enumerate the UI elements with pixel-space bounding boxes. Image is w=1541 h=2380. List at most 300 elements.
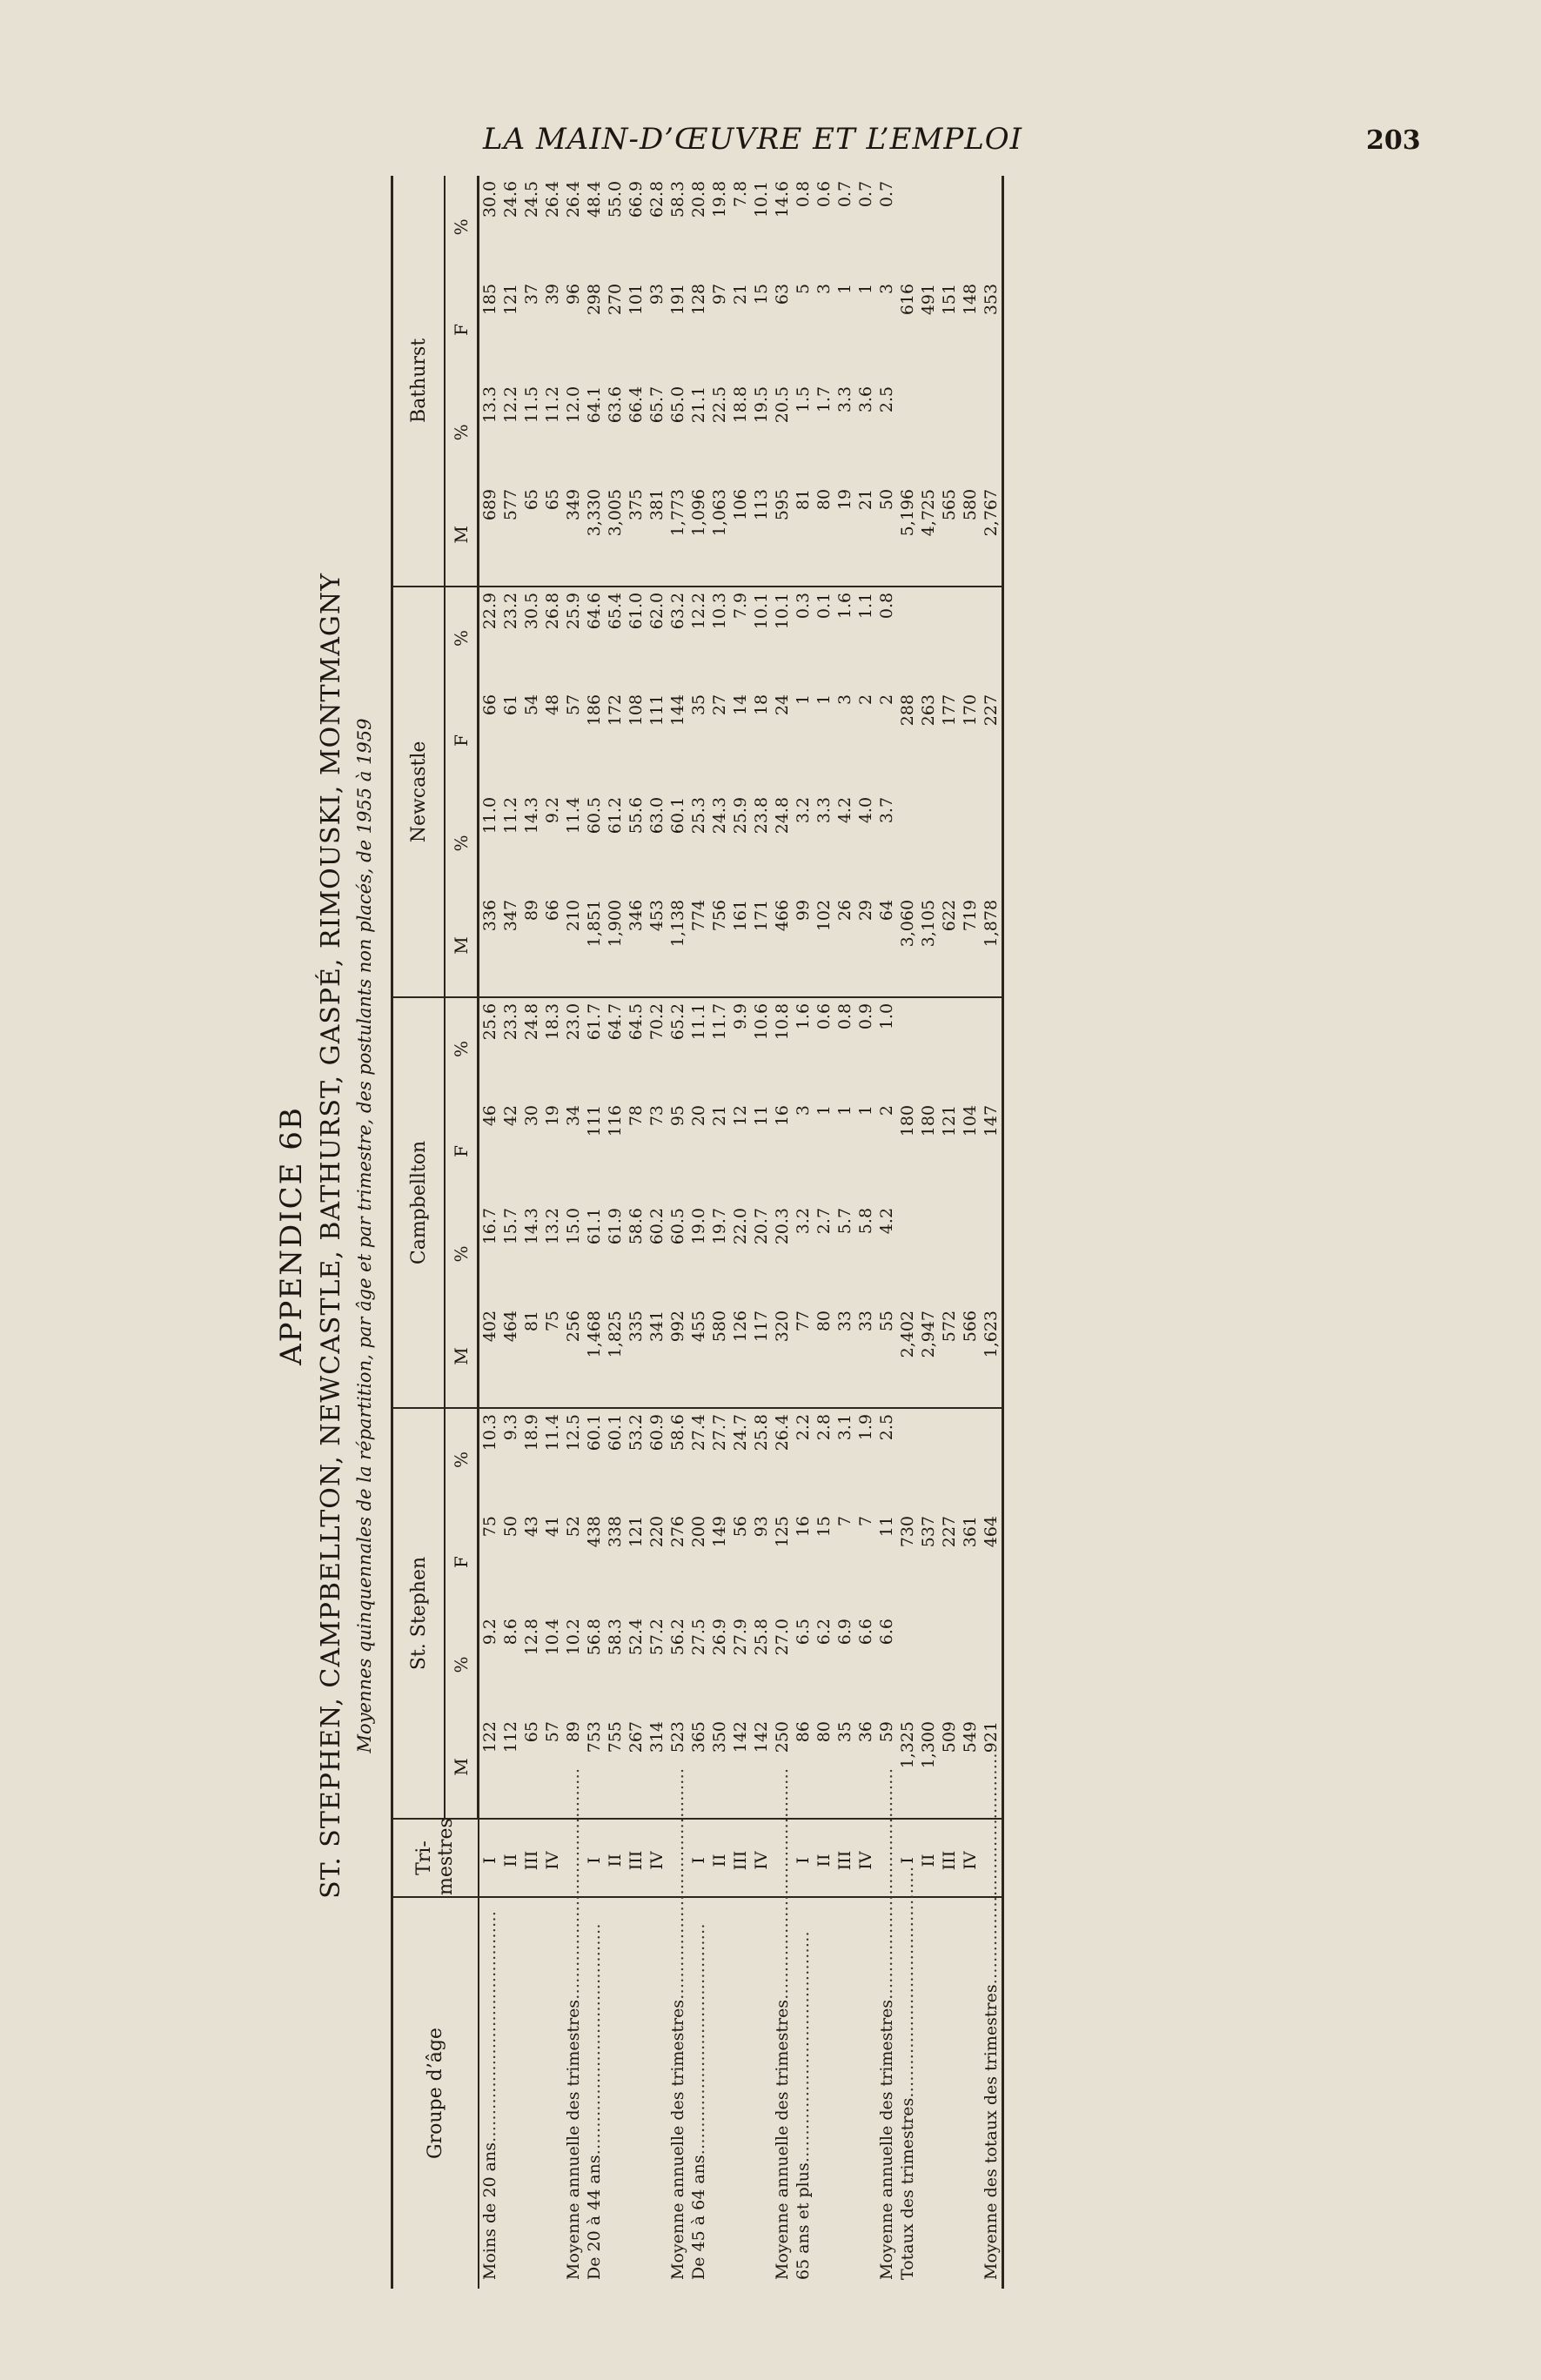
subheader-cell: % xyxy=(445,176,479,278)
table-row xyxy=(667,176,688,2289)
value: 27 xyxy=(710,694,729,716)
value: 320 xyxy=(773,1310,792,1343)
value-cell xyxy=(667,895,688,997)
value: 0.3 xyxy=(794,592,813,620)
value xyxy=(918,593,939,689)
value: 55.6 xyxy=(626,796,646,835)
value: 438 xyxy=(585,1516,604,1548)
running-title: LA MAIN-D’ŒUVRE ET L’EMPLOI xyxy=(483,122,1023,157)
value: 22.9 xyxy=(480,592,499,630)
value-cell xyxy=(876,1613,897,1716)
row-label-text: Moyenne annuelle des trimestres xyxy=(877,1999,896,2280)
value-cell xyxy=(667,1305,688,1408)
value: 7 xyxy=(835,1516,854,1527)
value-cell xyxy=(563,689,584,792)
value: 27.9 xyxy=(731,1619,750,1656)
value: 171 xyxy=(752,899,771,932)
value: 1,900 xyxy=(606,899,625,948)
value-cell xyxy=(479,1716,564,1819)
value: 26.8 xyxy=(543,592,562,630)
value-cell xyxy=(876,381,897,484)
value: 227 xyxy=(940,1516,959,1548)
value-cell xyxy=(667,1100,688,1203)
value: 149 xyxy=(710,1516,729,1548)
value: 64.7 xyxy=(606,1002,625,1041)
value: 256 xyxy=(564,1310,583,1343)
value-cell xyxy=(667,792,688,895)
value: 24.3 xyxy=(710,796,729,835)
value: 25.3 xyxy=(689,796,708,835)
value: 491 xyxy=(919,283,938,316)
value: 113 xyxy=(752,488,771,521)
value: 56 xyxy=(731,1516,750,1538)
table-row xyxy=(897,176,981,2289)
row-label: Moyenne annuelle des trimestres…………………………………… xyxy=(668,1767,687,2280)
value: 6.9 xyxy=(835,1619,854,1646)
value: 14.3 xyxy=(522,1207,541,1245)
value: 4.2 xyxy=(877,1207,896,1235)
value: 346 xyxy=(626,899,646,932)
value: 121 xyxy=(940,1104,959,1137)
value xyxy=(918,1208,939,1305)
value: 11.1 xyxy=(689,1002,708,1041)
value: 1,063 xyxy=(710,488,729,537)
value-cell xyxy=(563,484,584,587)
value: 10.6 xyxy=(752,1002,771,1041)
value: 0.8 xyxy=(877,592,896,620)
value: 117 xyxy=(752,1310,771,1343)
value: 622 xyxy=(940,899,959,932)
value: 8.6 xyxy=(501,1619,520,1646)
value-cell xyxy=(981,792,1003,895)
value-cell xyxy=(772,1100,793,1203)
value: 48 xyxy=(543,694,562,716)
value: 2.2 xyxy=(794,1413,813,1441)
value: 1 xyxy=(814,694,834,706)
value: 298 xyxy=(585,283,604,316)
value: 5,196 xyxy=(898,488,917,537)
value-cell xyxy=(479,1511,564,1613)
value: 58.3 xyxy=(668,180,687,218)
value: 25.9 xyxy=(564,592,583,630)
value-cell xyxy=(584,1305,667,1408)
value: 61.7 xyxy=(585,1002,604,1041)
value xyxy=(960,1208,981,1305)
value: 3.2 xyxy=(794,1207,813,1235)
value: 220 xyxy=(647,1516,667,1548)
value-cell xyxy=(897,1408,981,1511)
value: 177 xyxy=(940,694,959,727)
value: 3,005 xyxy=(606,488,625,537)
value: 60.5 xyxy=(668,1207,687,1245)
value: 6.6 xyxy=(877,1619,896,1646)
value-cell xyxy=(584,997,667,1100)
value xyxy=(918,386,939,484)
row-label: Moyenne des totaux des trimestres…………………………………… xyxy=(981,1897,1003,2289)
table-row xyxy=(793,176,876,2289)
value: 60.5 xyxy=(585,796,604,835)
value: 102 xyxy=(814,899,834,932)
value: 20.7 xyxy=(752,1207,771,1245)
value-cell xyxy=(772,1203,793,1305)
row-label: De 45 à 64 ans…………………………………… xyxy=(689,1923,708,2280)
value: 18.3 xyxy=(543,1002,562,1041)
value: 29 xyxy=(856,899,875,922)
value: 2,947 xyxy=(919,1310,938,1358)
value: 101 xyxy=(626,283,646,316)
value: 66.9 xyxy=(626,180,646,218)
value: 57 xyxy=(564,694,583,716)
value: 227 xyxy=(982,694,1001,727)
value: 19.0 xyxy=(689,1207,708,1245)
value: 23.3 xyxy=(501,1002,520,1041)
value: 161 xyxy=(731,899,750,932)
value: 2,402 xyxy=(898,1310,917,1358)
value-cell xyxy=(584,1511,667,1613)
value: 61 xyxy=(501,694,520,716)
value: 35 xyxy=(689,694,708,716)
value-cell xyxy=(667,587,688,689)
value-cell xyxy=(688,1408,772,1511)
value: 41 xyxy=(543,1516,562,1538)
value-cell xyxy=(793,1408,876,1511)
value: 689 xyxy=(480,488,499,521)
value: 36 xyxy=(856,1721,875,1743)
value-cell xyxy=(667,689,688,792)
value-cell xyxy=(897,484,981,587)
value-cell xyxy=(479,1305,564,1408)
value: 97 xyxy=(710,283,729,305)
value xyxy=(960,386,981,484)
quarter-label: I xyxy=(479,1857,499,1864)
value: 11.4 xyxy=(543,1413,562,1451)
value: 142 xyxy=(752,1721,771,1753)
value: 453 xyxy=(647,899,667,932)
value: 3 xyxy=(814,283,834,294)
value xyxy=(897,386,918,484)
value-cell xyxy=(772,278,793,381)
subheader-cell: % xyxy=(445,1613,479,1716)
value: 66 xyxy=(480,694,499,716)
value-cell xyxy=(897,587,981,689)
value-cell xyxy=(876,1305,897,1408)
value-cell xyxy=(772,176,793,278)
value: 24.8 xyxy=(522,1002,541,1041)
value: 263 xyxy=(919,694,938,727)
value-cell xyxy=(688,997,772,1100)
value: 96 xyxy=(564,283,583,305)
value: 61.0 xyxy=(626,592,646,630)
value-cell xyxy=(897,1100,981,1203)
value: 347 xyxy=(501,899,520,932)
quarter-label: III xyxy=(521,1850,541,1871)
value: 3 xyxy=(877,283,896,294)
quarter-label: I xyxy=(585,1857,604,1864)
value-cell xyxy=(772,895,793,997)
quarter-cell xyxy=(584,1819,667,1897)
row-label-text: Moyenne des totaux des trimestres xyxy=(982,1984,1001,2280)
value: 128 xyxy=(689,283,708,316)
value-cell xyxy=(897,1716,981,1819)
quarter-cell xyxy=(688,1819,772,1897)
value: 121 xyxy=(626,1516,646,1548)
value: 210 xyxy=(564,899,583,932)
value xyxy=(960,181,981,278)
value-cell xyxy=(584,587,667,689)
value-cell xyxy=(688,895,772,997)
value-cell xyxy=(772,997,793,1100)
value: 23.0 xyxy=(564,1002,583,1041)
value: 61.9 xyxy=(606,1207,625,1245)
value: 572 xyxy=(940,1310,959,1343)
value-cell xyxy=(793,689,876,792)
value-cell xyxy=(479,587,564,689)
value: 42 xyxy=(501,1104,520,1127)
value: 0.8 xyxy=(794,180,813,208)
subheader-cell: M xyxy=(445,484,479,587)
value-cell xyxy=(981,997,1003,1100)
value: 43 xyxy=(522,1516,541,1538)
value: 10.1 xyxy=(752,180,771,218)
value: 580 xyxy=(961,488,980,521)
value-cell xyxy=(667,278,688,381)
value: 3 xyxy=(835,694,854,706)
value: 48.4 xyxy=(585,180,604,218)
row-label: Moyenne annuelle des trimestres…………………………………… xyxy=(877,1767,896,2280)
table-row xyxy=(563,176,584,2289)
value-cell xyxy=(584,689,667,792)
value: 64.5 xyxy=(626,1002,646,1041)
value: 14.3 xyxy=(522,796,541,835)
value: 186 xyxy=(585,694,604,727)
value-cell xyxy=(584,1716,667,1819)
value-cell xyxy=(772,1511,793,1613)
value: 108 xyxy=(626,694,646,727)
value-cell xyxy=(897,997,981,1100)
value: 57 xyxy=(543,1721,562,1743)
value: 75 xyxy=(480,1516,499,1538)
value-cell xyxy=(876,1203,897,1305)
value-cell xyxy=(479,1408,564,1511)
value-cell xyxy=(981,1408,1003,1511)
value: 774 xyxy=(689,899,708,932)
value-cell xyxy=(897,1511,981,1613)
value: 142 xyxy=(731,1721,750,1753)
value: 111 xyxy=(647,694,667,727)
value: 276 xyxy=(668,1516,687,1548)
subheader-cell: % xyxy=(445,587,479,689)
value: 65.4 xyxy=(606,592,625,630)
value: 21 xyxy=(710,1104,729,1127)
value: 4,725 xyxy=(919,488,938,537)
value: 77 xyxy=(794,1310,813,1332)
value-cell xyxy=(772,792,793,895)
value-cell xyxy=(876,1408,897,1511)
value: 33 xyxy=(856,1310,875,1332)
value xyxy=(981,1208,1002,1305)
quarter-label: II xyxy=(500,1854,520,1867)
value: 30.0 xyxy=(480,180,499,218)
value: 57.2 xyxy=(647,1619,667,1656)
value-cell xyxy=(897,1305,981,1408)
value-cell xyxy=(688,1716,772,1819)
value-cell xyxy=(584,176,667,278)
value: 39 xyxy=(543,283,562,305)
value: 25.9 xyxy=(731,796,750,835)
value: 151 xyxy=(940,283,959,316)
value: 25.8 xyxy=(752,1413,771,1451)
value: 63.0 xyxy=(647,796,667,835)
value-cell xyxy=(876,689,897,792)
value-cell xyxy=(688,1613,772,1716)
row-label-text: Moyenne annuelle des trimestres xyxy=(564,1999,583,2280)
value: 455 xyxy=(689,1310,708,1343)
value-cell xyxy=(584,1408,667,1511)
value: 2.8 xyxy=(814,1413,834,1441)
value-cell xyxy=(688,587,772,689)
value: 58.6 xyxy=(668,1413,687,1451)
subheader-cell: % xyxy=(445,997,479,1100)
value: 20.5 xyxy=(773,385,792,424)
row-label-text: De 45 à 64 ans xyxy=(689,2155,708,2280)
row-label-text: Moyenne annuelle des trimestres xyxy=(668,1999,687,2280)
value: 580 xyxy=(710,1310,729,1343)
value: 11.4 xyxy=(564,796,583,835)
value: 3,105 xyxy=(919,899,938,948)
value: 1.6 xyxy=(835,592,854,620)
value-cell xyxy=(667,1613,688,1716)
row-label-text: Moyenne annuelle des trimestres xyxy=(773,1999,792,2280)
table-row xyxy=(479,176,564,2289)
quarter-label: I xyxy=(898,1857,917,1864)
value: 25.6 xyxy=(480,1002,499,1041)
value-cell xyxy=(981,587,1003,689)
value xyxy=(918,797,939,895)
value: 26.9 xyxy=(710,1619,729,1656)
value xyxy=(981,181,1002,278)
value: 10.1 xyxy=(752,592,771,630)
value: 24.7 xyxy=(731,1413,750,1451)
value: 7.8 xyxy=(731,180,750,208)
table-row xyxy=(584,176,667,2289)
value-cell xyxy=(688,689,772,792)
quarter-cell xyxy=(479,1819,564,1897)
value-cell xyxy=(981,689,1003,792)
value: 466 xyxy=(773,899,792,932)
value-cell xyxy=(584,895,667,997)
value-cell xyxy=(897,895,981,997)
value-cell xyxy=(772,1305,793,1408)
quarter-label: II xyxy=(919,1854,938,1867)
value: 250 xyxy=(773,1721,792,1753)
value: 80 xyxy=(814,1721,834,1743)
value: 75 xyxy=(543,1310,562,1332)
subheader-cell: M xyxy=(445,1305,479,1408)
value: 2.5 xyxy=(877,1413,896,1441)
subheader-cell: % xyxy=(445,1203,479,1305)
value-cell xyxy=(584,1613,667,1716)
value: 58.3 xyxy=(606,1619,625,1656)
value: 12.0 xyxy=(564,385,583,424)
header-group-age: Groupe d’âge xyxy=(392,1897,479,2289)
value: 2 xyxy=(877,1104,896,1116)
value-cell xyxy=(563,1613,584,1716)
quarter-label: III xyxy=(626,1850,646,1871)
value: 27.4 xyxy=(689,1413,708,1451)
value xyxy=(918,181,939,278)
value: 1,325 xyxy=(898,1721,917,1769)
subheader-cell: % xyxy=(445,1408,479,1511)
value: 13.2 xyxy=(543,1207,562,1245)
value: 23.8 xyxy=(752,796,771,835)
value: 26.4 xyxy=(543,180,562,218)
value: 15 xyxy=(752,283,771,305)
value: 12 xyxy=(731,1104,750,1127)
value-cell xyxy=(876,176,897,278)
value: 1,096 xyxy=(689,488,708,537)
value: 3.7 xyxy=(877,796,896,824)
row-label-text: Moins de 20 ans xyxy=(479,2142,499,2280)
value: 719 xyxy=(961,899,980,932)
value: 4.2 xyxy=(835,796,854,824)
value xyxy=(960,593,981,689)
value: 24.5 xyxy=(522,180,541,218)
value: 20 xyxy=(689,1104,708,1127)
value: 464 xyxy=(501,1310,520,1343)
value-cell xyxy=(563,997,584,1100)
value-cell xyxy=(772,587,793,689)
value: 13.3 xyxy=(480,385,499,424)
value xyxy=(918,1619,939,1716)
row-label: Moyenne annuelle des trimestres…………………………………… xyxy=(564,1767,583,2280)
value-cell xyxy=(479,1100,564,1203)
value: 24 xyxy=(773,694,792,716)
value: 350 xyxy=(710,1721,729,1753)
value: 1 xyxy=(856,283,875,294)
value: 1,300 xyxy=(919,1721,938,1769)
value: 35 xyxy=(835,1721,854,1743)
value-cell xyxy=(981,1511,1003,1613)
value: 144 xyxy=(668,694,687,727)
value: 549 xyxy=(961,1721,980,1753)
quarter-label: I xyxy=(689,1857,708,1864)
value: 65 xyxy=(543,488,562,511)
value-cell xyxy=(667,1408,688,1511)
value-cell xyxy=(688,381,772,484)
value: 314 xyxy=(647,1721,667,1753)
row-label-text: 65 ans et plus xyxy=(794,2162,813,2280)
value: 6.6 xyxy=(856,1619,875,1646)
value: 86 xyxy=(794,1721,813,1743)
value: 89 xyxy=(564,1721,583,1743)
value: 353 xyxy=(982,283,1001,316)
value-cell xyxy=(584,1203,667,1305)
value: 33 xyxy=(835,1310,854,1332)
value: 66.4 xyxy=(626,385,646,424)
table-caption: ST. STEPHEN, CAMPBELLTON, NEWCASTLE, BATHURST, GASPÉ, RIMOUSKI, MONTMAGNY xyxy=(316,573,346,1899)
value xyxy=(939,181,960,278)
value: 4.0 xyxy=(856,796,875,824)
value: 0.9 xyxy=(856,1002,875,1030)
value: 0.7 xyxy=(835,180,854,208)
value: 1,138 xyxy=(668,899,687,948)
value: 66 xyxy=(543,899,562,922)
value: 62.8 xyxy=(647,180,667,218)
value: 60.1 xyxy=(668,796,687,835)
value: 12.8 xyxy=(522,1619,541,1656)
value-cell xyxy=(793,1203,876,1305)
value-cell xyxy=(563,792,584,895)
